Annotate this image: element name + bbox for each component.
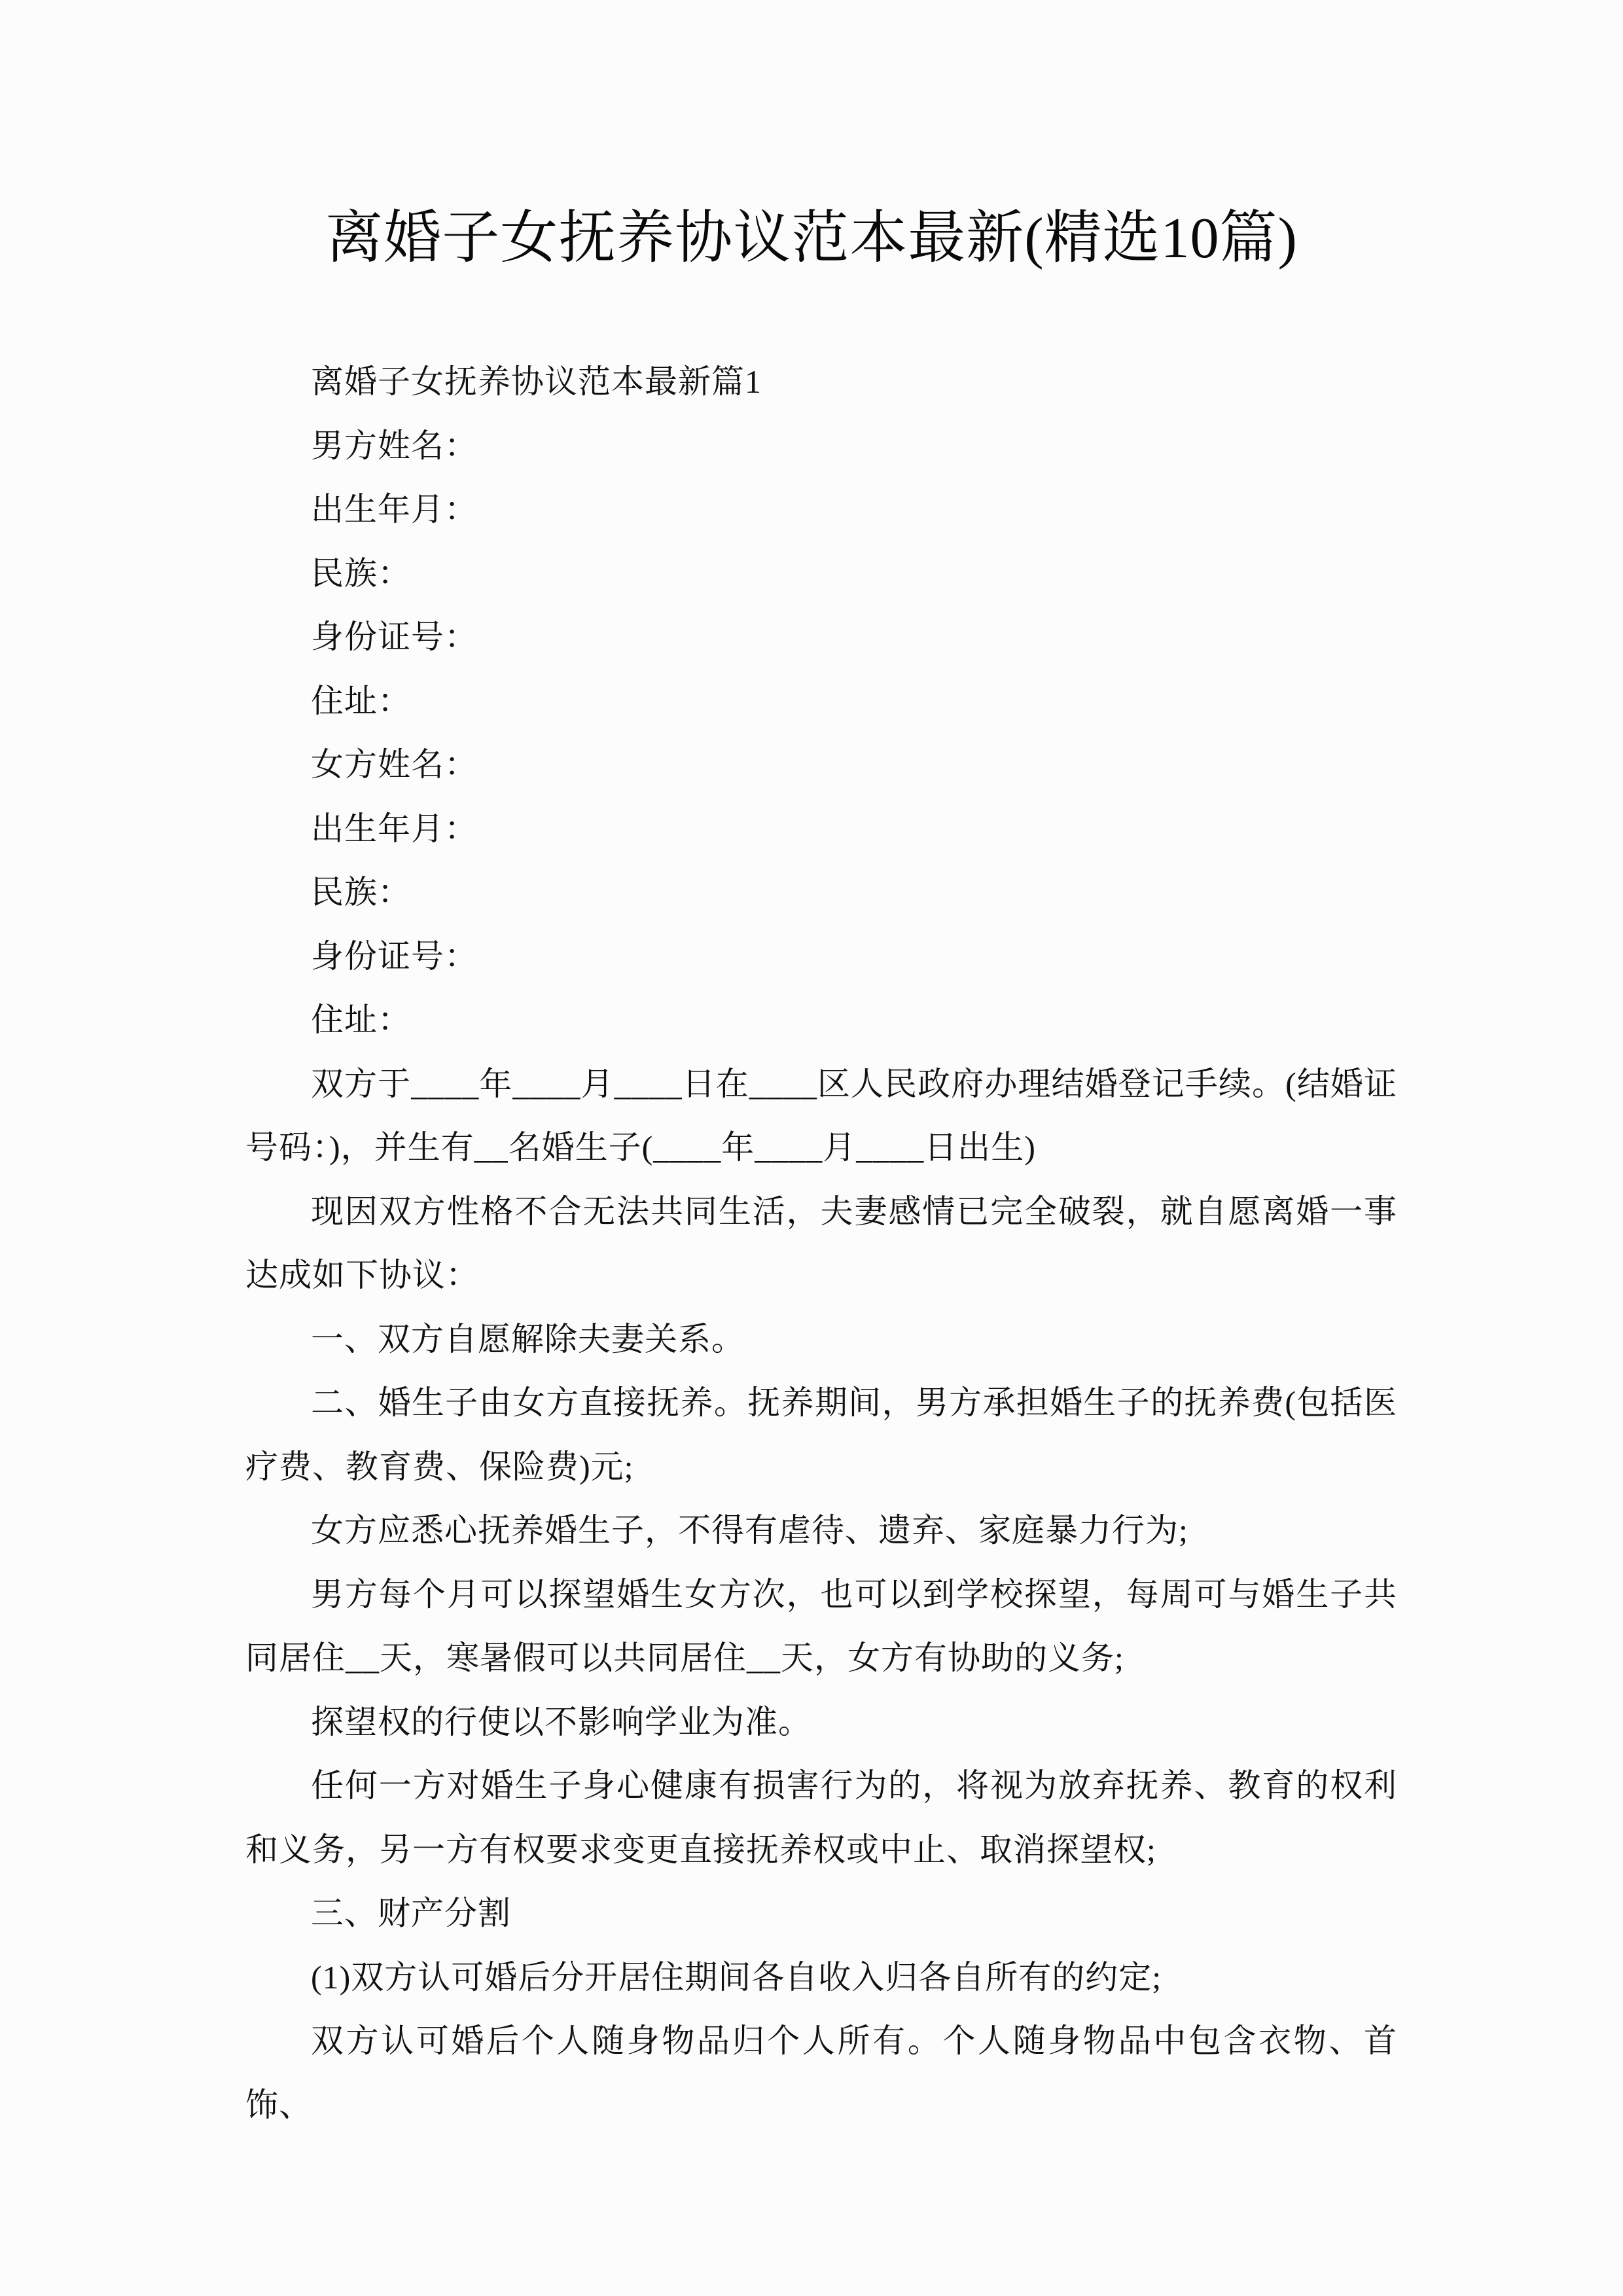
- clause-2-custody: 二、婚生子由女方直接抚养。抚养期间，男方承担婚生子的抚养费(包括医疗费、教育费、保险费)元;: [245, 1384, 1397, 1485]
- male-birth-label: 出生年月：: [311, 491, 478, 528]
- male-ethnicity-label: 民族：: [311, 554, 411, 592]
- male-name-label: 男方姓名：: [311, 427, 478, 464]
- harm-clause-paragraph: 任何一方对婚生子身心健康有损害行为的，将视为放弃抚养、教育的权利和义务，另一方有权要求变更直接抚养权或中止、取消探望权;: [245, 1767, 1397, 1868]
- female-ethnicity-label: 民族：: [311, 874, 411, 910]
- female-address-label: 住址：: [311, 1001, 411, 1038]
- female-id-label: 身份证号：: [311, 937, 478, 975]
- custody-duty-paragraph: 女方应悉心抚养婚生子，不得有虐待、遗弃、家庭暴力行为;: [311, 1512, 1188, 1549]
- personal-items-paragraph: 双方认可婚后个人随身物品归个人所有。个人随身物品中包含衣物、首饰、: [245, 2022, 1397, 2123]
- clause-1-dissolution: 一、双方自愿解除夫妻关系。: [311, 1320, 745, 1357]
- divorce-reason-paragraph: 现因双方性格不合无法共同生活，夫妻感情已完全破裂，就自愿离婚一事达成如下协议：: [245, 1193, 1397, 1293]
- clause-3-property-heading: 三、财产分割: [311, 1895, 511, 1931]
- document-title: 离婚子女抚养协议范本最新(精选10篇): [325, 207, 1298, 270]
- female-birth-label: 出生年月：: [311, 810, 478, 847]
- female-name-label: 女方姓名：: [311, 746, 478, 783]
- visitation-paragraph: 男方每个月可以探望婚生女方次，也可以到学校探望，每周可与婚生子共同居住__天，寒暑假可以共同居住__天，女方有协助的义务;: [245, 1575, 1397, 1676]
- male-address-label: 住址：: [311, 682, 411, 719]
- property-income-paragraph: (1)双方认可婚后分开居住期间各自收入归各自所有的约定;: [311, 1958, 1162, 1996]
- male-id-label: 身份证号：: [311, 619, 478, 655]
- document-body: [245, 350, 1397, 2137]
- section-heading: 离婚子女抚养协议范本最新篇1: [311, 363, 762, 400]
- visitation-limit-paragraph: 探望权的行使以不影响学业为准。: [311, 1703, 812, 1740]
- marriage-registration-paragraph: 双方于____年____月____日在____区人民政府办理结婚登记手续。(结婚证号码：)，并生有__名婚生子(____年____月____日出生): [245, 1065, 1397, 1166]
